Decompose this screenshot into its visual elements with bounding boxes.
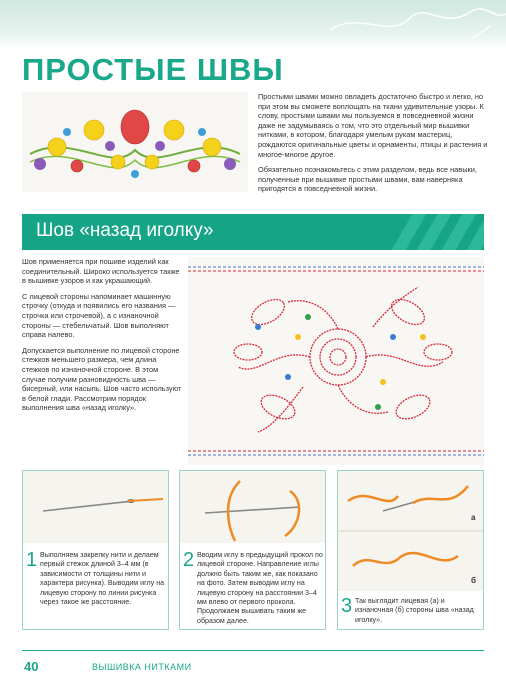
step-card-1 [22,470,169,630]
step-text: Выполняем закрепку нити и делаем первый стежок длиной 3–4 мм (в зависимости от толщины нити и характера рисунка). Выводим иглу на лицевую сторону по линии рисунка через такое же расстояние. [40,551,165,607]
flower-garland-illustration [22,92,248,192]
intro-paragraph: Простыми швами можно овладеть достаточно быстро и легко, но при этом вы сможете воплощать на ткани удивительные узоры. К слову, простыми швами мы пользуемся в повседневной жизни даже не задумываясь о том, что это отдельный мир вышивки нитками, в котором, благодаря умелым рукам мастериц, рождаются оригинальные цветы и орнаменты, птицы и растения и многое-многое другое. [258,92,488,159]
step-text: Так выглядит лицевая (а) и изнаночная (б) стороны шва «назад иголку». [355,597,474,624]
step-card-3 [337,470,484,630]
running-title: ВЫШИВКА НИТКАМИ [92,662,192,672]
step-number: 1 [26,549,38,571]
step-card-2 [179,470,326,630]
body-paragraph: Шов применяется при пошиве изделий как соединительный. Широко используется также в вышивке узоров и как украшающий. [22,257,180,286]
body-text [22,257,182,419]
label-a: а [471,513,476,522]
footer-divider [22,650,484,651]
step-number: 2 [183,549,195,571]
page-title: ПРОСТЫЕ ШВЫ [22,52,284,87]
hero-embroidery-image [22,92,248,192]
finished-stitch-illustration [338,471,483,591]
needle-thread-illustration [180,471,325,543]
needle-illustration [23,471,168,543]
section-header [22,214,484,250]
section-title: Шов «назад иголку» [36,220,214,241]
page-number: 40 [24,659,39,674]
step-2-photo [180,471,325,543]
top-decorative-band [0,0,506,48]
step-3-photo [338,471,483,591]
main-embroidery-photo [188,257,484,465]
intro-text [258,92,488,200]
thread-swirl-decoration [0,0,506,48]
body-paragraph: Допускается выполнение по лицевой стороне стежков меньшего размера, чем длина стежков по изнаночной стороне. В этом случае получим разновидность шва — бисерный, или насыпь. Шов часто используют в белой глади. Рассмотрим порядок выполнения шва «назад иголку». [22,345,182,413]
step-number: 3 [341,595,353,617]
step-text: Вводим иглу в предыдущий прокол по лицевой стороне. Направление иглы должно быть таким же, как показано на фото. Затем выводим иглу на лицевую сторону на расстоянии 3–4 мм влево от первого прокола. Продолжаем вышивать таким же образом далее. [197,551,323,625]
label-b: б [471,576,476,585]
intro-paragraph: Обязательно познакомьтесь с этим разделом, ведь все навыки, полученные при вышивке простыми швами, вам наверняка пригодятся в повседневной жизни. [258,165,477,194]
step-1-photo [23,471,168,543]
red-ornament-illustration [188,257,484,465]
body-paragraph: С лицевой стороны напоминает машинную строчку (откуда и появились его названия — строчка или строчевой), а с изнаночной стороны — стебельчатый. Шов выполняют справа налево. [22,291,176,340]
